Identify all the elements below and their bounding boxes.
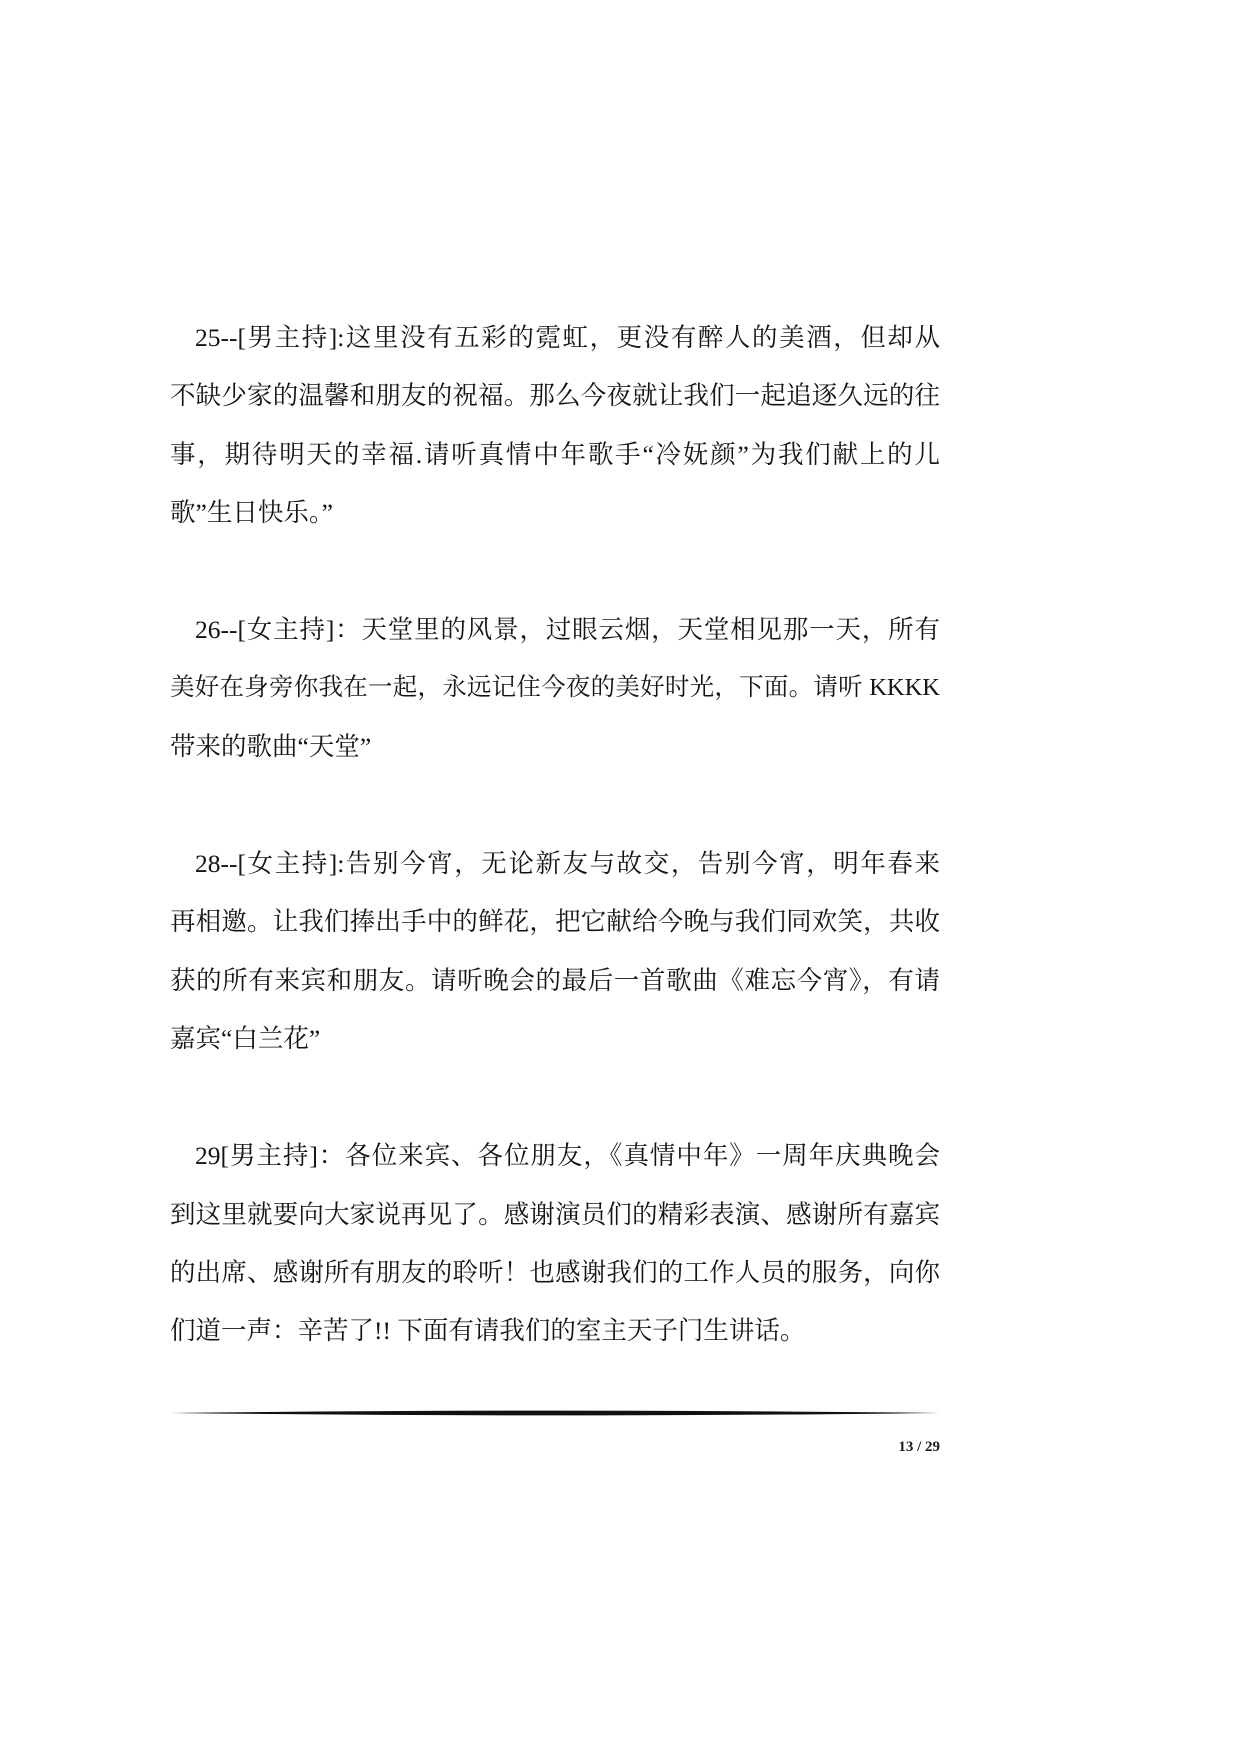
text-line: 28--[女主持]:告别今宵，无论新友与故交，告别今宵，明年春来 (195, 849, 940, 879)
text-line: 带来的歌曲“天堂” (170, 731, 372, 761)
text-line: 歌”生日快乐。” (170, 497, 333, 527)
text-line: 们道一声：辛苦了!! 下面有请我们的室主天子门生讲话。 (170, 1316, 806, 1346)
footer-rule (170, 1408, 940, 1418)
paragraph-28-female-host (170, 835, 940, 1068)
text-line: 再相邀。让我们捧出手中的鲜花，把它献给今晚与我们同欢笑，共收 (170, 907, 940, 937)
paragraph-26-female-host (170, 601, 940, 776)
text-line: 29[男主持]：各位来宾、各位朋友，《真情中年》一周年庆典晚会 (195, 1141, 940, 1171)
text-line: 26--[女主持]：天堂里的风景，过眼云烟，天堂相见那一天，所有 (195, 615, 940, 645)
document-body (170, 309, 940, 1419)
text-line: 美好在身旁你我在一起，永远记住今夜的美好时光，下面。请听 KKKK (170, 674, 940, 702)
text-line: 到这里就要向大家说再见了。感谢演员们的精彩表演、感谢所有嘉宾 (170, 1199, 940, 1229)
text-line: 25--[男主持]:这里没有五彩的霓虹，更没有醉人的美酒，但却从 (195, 323, 940, 352)
text-line: 获的所有来宾和朋友。请听晚会的最后一首歌曲《难忘今宵》，有请 (170, 965, 940, 995)
paragraph-25-male-host (170, 309, 940, 542)
text-line: 不缺少家的温馨和朋友的祝福。那么今夜就让我们一起追逐久远的往 (170, 381, 940, 411)
page-number: 13 / 29 (898, 1439, 940, 1455)
text-line: 事，期待明天的幸福.请听真情中年歌手“冷妩颜”为我们献上的儿 (170, 439, 940, 469)
text-line: 嘉宾“白兰花” (170, 1023, 321, 1053)
text-line: 的出席、感谢所有朋友的聆听！也感谢我们的工作人员的服务，向你 (170, 1257, 940, 1287)
paragraph-29-male-host (170, 1127, 940, 1360)
